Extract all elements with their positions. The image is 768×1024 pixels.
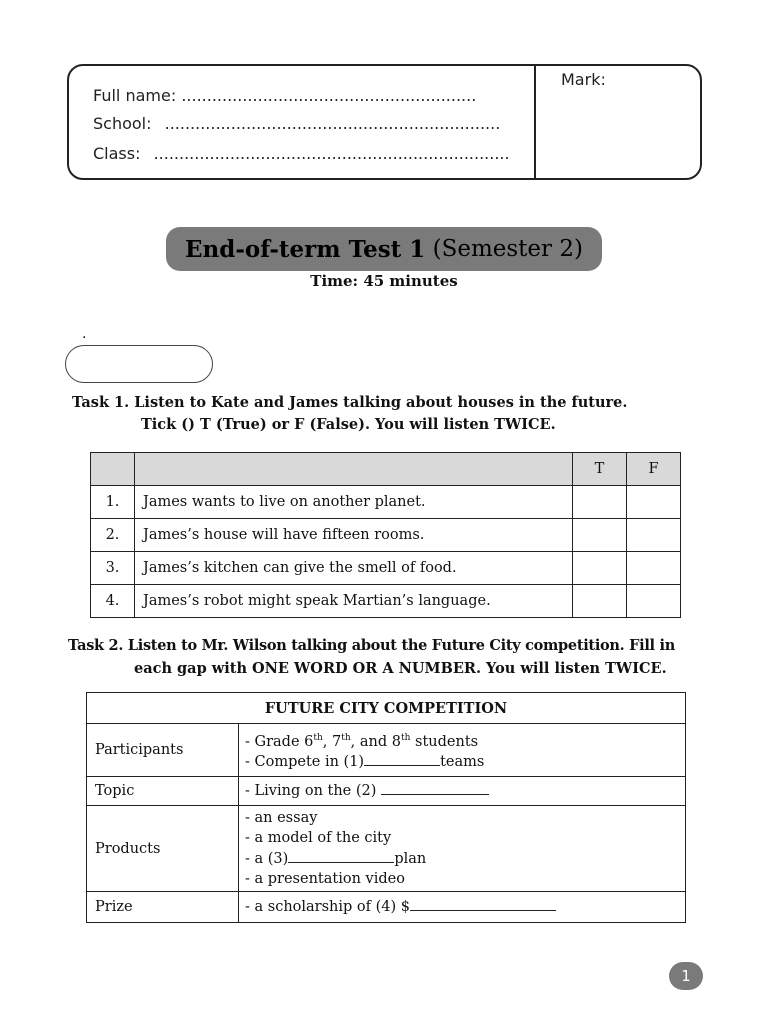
- row-statement: James’s kitchen can give the smell of food.: [135, 552, 573, 585]
- table-row: [91, 552, 681, 585]
- prize-value: - a scholarship of (4) $: [239, 892, 686, 923]
- false-checkbox[interactable]: [627, 585, 681, 618]
- task1-instruction-line1: Task 1. Listen to Kate and James talking about houses in the future.: [72, 394, 628, 411]
- true-checkbox[interactable]: [573, 585, 627, 618]
- school-dots: ..................................................................: [164, 114, 501, 133]
- topic-label: Topic: [87, 777, 239, 806]
- task1-table: [90, 452, 681, 618]
- false-checkbox[interactable]: [627, 519, 681, 552]
- task1-instruction-line2: Tick () T (True) or F (False). You will listen TWICE.: [141, 416, 556, 433]
- class-dots: ......................................................................: [153, 144, 510, 163]
- false-checkbox[interactable]: [627, 486, 681, 519]
- answer-blank-2[interactable]: [381, 781, 489, 795]
- prize-label: Prize: [87, 892, 239, 923]
- title-main: End-of-term Test 1: [185, 235, 426, 263]
- participants-value: - Grade 6th, 7th, and 8th students - Compete in (1) teams: [239, 724, 686, 777]
- header-statement-cell: [135, 453, 573, 486]
- row-statement: James’s house will have fifteen rooms.: [135, 519, 573, 552]
- task1-header-row: [91, 453, 681, 486]
- class-line[interactable]: [93, 144, 510, 163]
- true-checkbox[interactable]: [573, 486, 627, 519]
- time-limit: Time: 45 minutes: [310, 272, 458, 290]
- header-num-cell: [91, 453, 135, 486]
- row-statement: James wants to live on another planet.: [135, 486, 573, 519]
- class-label: Class:: [93, 144, 141, 163]
- row-number: 2.: [91, 519, 135, 552]
- header-false: F: [627, 453, 681, 486]
- row-number: 4.: [91, 585, 135, 618]
- true-checkbox[interactable]: [573, 552, 627, 585]
- header-divider: [534, 66, 536, 178]
- mark-label: Mark:: [561, 70, 606, 89]
- participants-label: Participants: [87, 724, 239, 777]
- answer-blank-1[interactable]: [364, 752, 440, 766]
- row-number: 1.: [91, 486, 135, 519]
- stray-dot: .: [82, 326, 87, 342]
- title-sub: (Semester 2): [432, 236, 583, 262]
- products-row: [87, 806, 686, 892]
- task2-instruction-line2: each gap with ONE WORD OR A NUMBER. You will listen TWICE.: [134, 660, 667, 677]
- answer-blank-3[interactable]: [288, 849, 394, 863]
- header-true: T: [573, 453, 627, 486]
- table-title: FUTURE CITY COMPETITION: [87, 693, 686, 724]
- answer-blank-4[interactable]: [410, 897, 556, 911]
- page-number-badge: 1: [669, 962, 703, 990]
- task2-instruction-line1: Task 2. Listen to Mr. Wilson talking about the Future City competition. Fill in: [68, 637, 675, 654]
- products-value: - an essay - a model of the city - a (3) plan - a presentation video: [239, 806, 686, 892]
- row-statement: James’s robot might speak Martian’s language.: [135, 585, 573, 618]
- topic-row: [87, 777, 686, 806]
- products-label: Products: [87, 806, 239, 892]
- prize-row: [87, 892, 686, 923]
- school-line[interactable]: [93, 114, 500, 133]
- student-info-box: [67, 64, 702, 180]
- table-row: [91, 519, 681, 552]
- section-label-pill: [65, 345, 213, 383]
- true-checkbox[interactable]: [573, 519, 627, 552]
- task2-table: [86, 692, 686, 923]
- school-label: School:: [93, 114, 152, 133]
- false-checkbox[interactable]: [627, 552, 681, 585]
- participants-row: [87, 724, 686, 777]
- row-number: 3.: [91, 552, 135, 585]
- table-row: [91, 585, 681, 618]
- full-name-dots: ..........................................................: [181, 86, 477, 105]
- full-name-line[interactable]: [93, 86, 476, 105]
- table-row: [91, 486, 681, 519]
- test-title: [166, 227, 602, 271]
- full-name-label: Full name:: [93, 86, 177, 105]
- topic-value: - Living on the (2): [239, 777, 686, 806]
